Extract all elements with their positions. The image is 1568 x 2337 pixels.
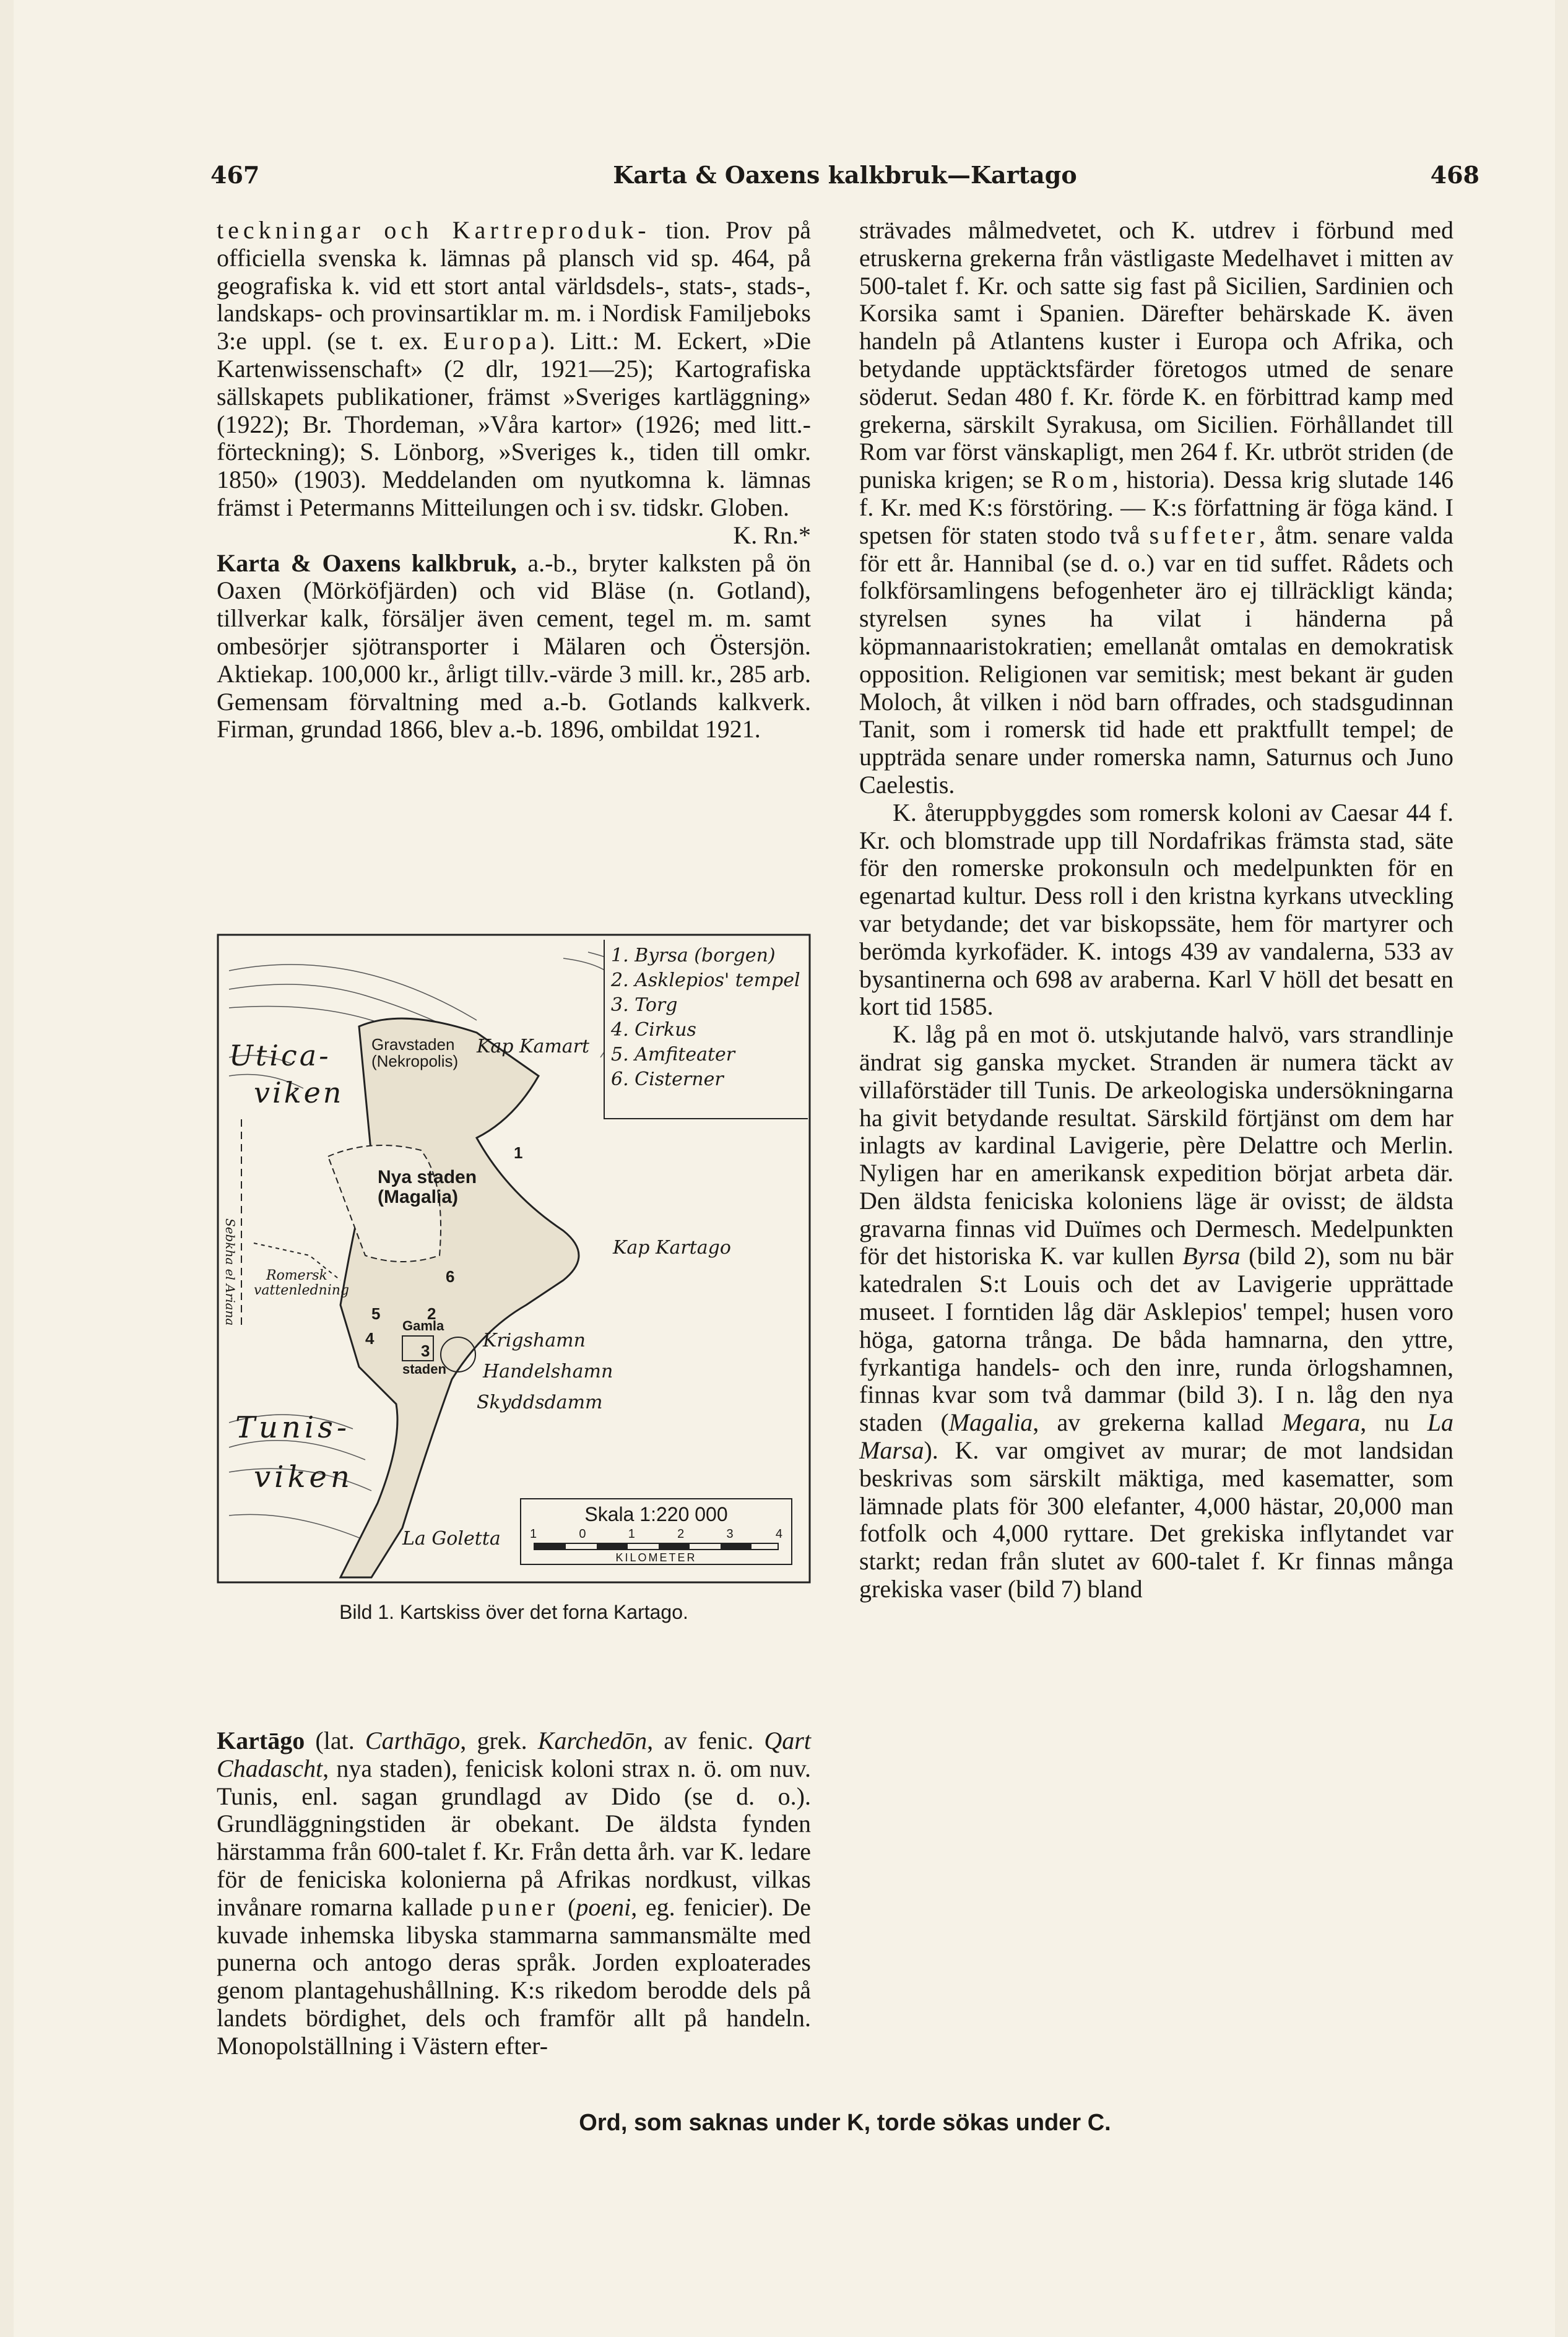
- map-marker-3: 3: [421, 1342, 430, 1360]
- label-kap-kartago: Kap Kartago: [613, 1237, 731, 1259]
- map-marker-6: 6: [446, 1267, 455, 1286]
- paragraph-roman: K. återuppbyggdes som romersk koloni av Caesar 44 f. Kr. och blomstrade upp till Nordafrikas främsta stad, säte för den romerske prokonsuln och medelpunkten för en egenartad kultur. Dess roll i den kristna kyrkans utveckling var betydande; det var biskopssäte, hem för martyrer och berömda kyrkofäder. K. intogs 439 av vandalerna, 533 av bysantinerna och 698 av araberna. Karl V höll det besatt en kort tid 1585.: [859, 798, 1453, 1021]
- label-krigshamn: Krigshamn: [483, 1330, 586, 1351]
- scale-tick: 4: [775, 1527, 782, 1541]
- italic-term: Magalia: [948, 1408, 1033, 1437]
- figure-map: [217, 934, 811, 1624]
- text-run: ). K. var omgivet av murar; de mot landsidan beskrivas som särskilt mäktiga, med kasematter, som lämnade plats för 300 elefanter, 4,000 hästar, 20,000 man fotfolk och 4,000 ryttare. Det grekiska inflytandet var starkt; redan från slutet av 600-talet f. Kr finnas många grekiska vaser (bild 7) bland: [859, 1436, 1453, 1603]
- legend-item: 1. Byrsa (borgen): [611, 945, 776, 966]
- right-column: [859, 217, 1453, 1603]
- label-kap-kamart: Kap Kamart: [477, 1036, 590, 1057]
- text-run: , åtm. senare valda för ett år. Hannibal (se d. o.) var en tid suffet. Rådets och folkförsamlingens befogenheter äro ej tillräckligt kända; styrelsen synes ha vilat i händerna på köpmannaaristokratien; emellanåt omtalas en demokratisk opposition. Religionen var semitisk; mest bekant är guden Moloch, åt vilken i nöd barn offrades, och stadsgudinnan Tanit, som i romersk tid hade ett praktfullt tempel; de uppträda senare under romerska namn, Saturnus och Juno Caelestis.: [859, 521, 1453, 799]
- map-marker-2: 2: [427, 1304, 436, 1323]
- text-run: (lat.: [305, 1727, 365, 1754]
- label-handelshamn: Handelshamn: [483, 1361, 613, 1382]
- text-run: a.-b., bryter kalksten på ön Oaxen (Mörköfjärden) och vid Bläse (n. Gotland), tillverkar kalk, försäljer även cement, tegel m. m. samt ombesörjer sjötransporter i Mälaren och Östersjön. Aktiekap. 100,000 kr., årligt tillv.-värde 3 mill. kr., 285 arb. Gemensam förvaltning med a.-b. Gotlands kalkverk. Firman, grundad 1866, blev a.-b. 1896, ombildat 1921.: [217, 548, 811, 744]
- spaced-text: teckningar och Kartreproduk-: [217, 216, 651, 244]
- scale-tick: 1: [628, 1527, 635, 1541]
- label-magalia: (Magalia): [378, 1187, 459, 1207]
- label-tunis: Tunis-: [235, 1410, 351, 1445]
- italic-term: Megara: [1281, 1408, 1361, 1437]
- label-nya-staden: Nya staden: [378, 1167, 477, 1187]
- scale-bar: [520, 1498, 792, 1565]
- signature: K. Rn.*: [733, 521, 811, 549]
- label-sebkha: Sebkha el Ariana: [223, 1218, 238, 1326]
- page-number-left: 467: [210, 161, 260, 189]
- paragraph-history: [859, 217, 1453, 799]
- text-run: , eg. fenicier). De kuvade inhemska libyska stammarna sammansmälte med punerna och antogo deras språk. Jorden exploaterades genom plantagehushållning. K:s rikedom berodde dels på landets bördighet, dels och framför allt på handeln. Monopolställning i Västern efter-: [217, 1893, 811, 2060]
- scale-ticks: [521, 1526, 791, 1541]
- scale-tick: 3: [726, 1527, 734, 1541]
- entry-headword: Karta & Oaxens kalkbruk,: [217, 548, 517, 577]
- text-run: ). Litt.: M. Eckert, »Die Kartenwissenschaft» (2 dlr, 1921—25); Kartografiska sällskapets publikationer, främst »Sveriges kartläggning» (1922); Br. Thordeman, »Våra kartor» (1926; med litt.-förteckning); S. Lönborg, »Sveriges k., tiden till omkr. 1850» (1903). Meddelanden om nyutkomna k. lämnas främst i Petermanns Mitteilungen och i sv. tidskr. Globen.: [217, 327, 811, 521]
- left-column-lower: [217, 1727, 811, 2060]
- figure-caption: Bild 1. Kartskiss över det forna Kartago.: [339, 1601, 688, 1623]
- map-marker-4: 4: [365, 1329, 375, 1348]
- text-run: tion. Prov på officiella svenska k. lämnas på plansch vid sp. 464, på geografiska k. vid ett stort antal världsdels-, stats-, stads-, landskaps- och provinsartiklar m. m. i Nordisk Familjeboks 3:e uppl. (se t. ex.: [217, 216, 812, 355]
- text-run: , av grekerna kallad: [1033, 1408, 1282, 1437]
- text-run: (: [559, 1893, 576, 1921]
- italic-term: Qart Chadascht: [217, 1727, 811, 1782]
- spaced-text: Europa: [443, 327, 541, 355]
- legend-item: 4. Cirkus: [611, 1019, 696, 1041]
- spaced-text: Rom: [1050, 466, 1112, 494]
- label-staden: staden: [402, 1361, 446, 1377]
- map-marker-1: 1: [514, 1143, 523, 1162]
- legend-item: 6. Cisterner: [611, 1069, 724, 1090]
- running-title: Karta & Oaxens kalkbruk—Kartago: [613, 161, 1077, 189]
- left-column: [217, 217, 811, 744]
- page-footer-note: Ord, som saknas under K, torde sökas under C.: [579, 2110, 1111, 2136]
- label-la-goletta: La Goletta: [402, 1528, 501, 1550]
- scale-tick: 0: [579, 1527, 586, 1541]
- label-nekropolis: (Nekropolis): [371, 1052, 459, 1070]
- label-romersk: Romersk: [266, 1268, 327, 1283]
- map-marker-5: 5: [371, 1304, 381, 1323]
- label-gravstaden: Gravstaden: [371, 1035, 455, 1054]
- italic-term: Karchedōn: [537, 1727, 648, 1754]
- paragraph-karta-end: [217, 217, 811, 550]
- text-run: strävades målmedvetet, och K. utdrev i förbund med etruskerna grekerna från västligaste Medelhavet i mitten av 500-talet f. Kr. och satte sig fast på Sicilien, Sardinien och Korsika samt i Spanien. Därefter behärskade K. även handeln på Atlantens kuster i Europa och Afrika, och betydande upptäcktsfärder företogos utmed de senare söderut. Sedan 480 f. Kr. förde K. en förbittrad kamp med grekerna, särskilt Syrakusa, om Sicilien. Förhållandet till Rom var först vänskapligt, men 264 f. Kr. utbröt striden (de puniska krigen; se: [859, 216, 1453, 494]
- spaced-text: suffeter: [1149, 521, 1260, 549]
- text-run: , grek.: [460, 1727, 538, 1754]
- legend-item: 3. Torg: [611, 994, 678, 1016]
- text-run: (bild 2), som nu bär katedralen S:t Louis och det av Lavigerie upprättade museet. I forntiden låg där Asklepios' tempel; husen voro höga, gatorna trånga. De båda hamnarna, den yttre, fyrkantiga handels- och den inre, runda örlogshamnen, finnas kvar som två dammar (bild 3). I n. låg den nya staden (: [859, 1242, 1453, 1437]
- entry-headword: Kartāgo: [217, 1727, 305, 1754]
- italic-term: Carthāgo: [365, 1727, 461, 1754]
- italic-term: poeni: [576, 1893, 631, 1921]
- label-skyddsdamm: Skyddsdamm: [477, 1392, 603, 1413]
- legend-item: 5. Amfiteater: [611, 1044, 735, 1065]
- scale-title: Skala 1:220 000: [584, 1503, 728, 1525]
- scale-tick: 1: [530, 1527, 537, 1541]
- text-run: , nya staden), fenicisk koloni strax n. ö. om nuv. Tunis, enl. sagan grundlagd av Dido (se d. o.). Grundläggningstiden är obekant. De äldsta fynden härstamma från 600-talet f. Kr. Från detta årh. var K. ledare för de feniciska kolonierna på Afrikas nordkust, vilkas invånare romarna kallade: [217, 1754, 811, 1921]
- text-run: , nu: [1360, 1408, 1427, 1437]
- italic-term: La Marsa: [859, 1408, 1454, 1465]
- scale-unit: KILOMETER: [615, 1551, 697, 1564]
- paragraph-oaxens: [217, 550, 811, 744]
- paragraph-kartago: [217, 1727, 811, 2060]
- text-run: , av fenic.: [647, 1727, 765, 1754]
- label-gamla: Gamla: [402, 1318, 444, 1333]
- text-run: K. låg på en mot ö. utskjutande halvö, vars strandlinje ändrat sig ganska mycket. Stranden är numera täckt av villaförstäder till Tunis. De arkeologiska undersökningarna ha givit betydande resultat. Särskild förtjänst om dem har inlagts av kardinal Lavigerie, père Delattre och Merlin. Nyligen har en amerikansk expedition börjat arbeta där. Den äldsta feniciska koloniens läge är ovisst; de äldsta gravarna finnas vid Duïmes och Dermesch. Medelpunkten för det historiska K. var kullen: [859, 1020, 1453, 1270]
- scale-tick: 2: [677, 1527, 685, 1541]
- scale-graphic: [534, 1543, 779, 1550]
- label-vattenledning: vattenledning: [254, 1283, 350, 1298]
- page-number-right: 468: [1430, 161, 1479, 189]
- paragraph-topography: [859, 1021, 1453, 1603]
- label-viken-utica: viken: [254, 1076, 344, 1109]
- spaced-text: puner: [481, 1893, 560, 1921]
- map-carthage: [217, 934, 811, 1584]
- label-utica: Utica-: [229, 1039, 331, 1072]
- text-run: , historia). Dessa krig slutade 146 f. Kr. med K:s förstöring. — K:s författning är föga känd. I spetsen för staten stodo två: [859, 466, 1454, 549]
- map-legend: [604, 940, 808, 1119]
- italic-term: Byrsa: [1182, 1242, 1241, 1270]
- legend-item: 2. Asklepios' tempel: [611, 969, 800, 991]
- label-viken-tunis: viken: [254, 1460, 353, 1494]
- page-header: [210, 155, 1479, 198]
